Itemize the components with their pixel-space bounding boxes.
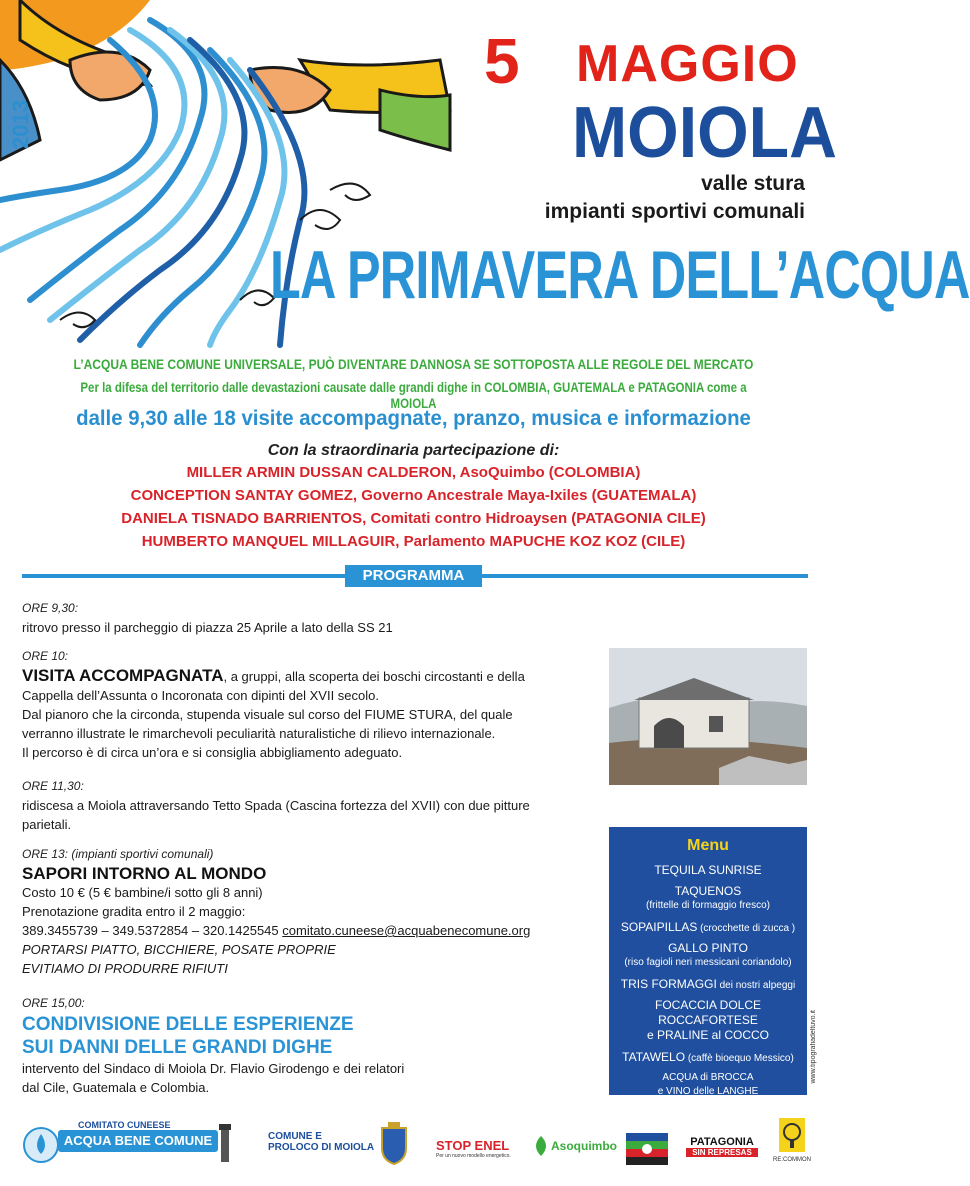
menu-item: TRIS FORMAGGI <box>620 977 717 991</box>
patagonia-label: PATAGONIA <box>690 1136 754 1148</box>
schedule-text: Cappella dell’Assunta o Incoronata con dipinti del XVII secolo. <box>22 688 379 703</box>
comitato-name: ACQUA BENE COMUNE <box>58 1130 218 1152</box>
year-label: 2013 <box>8 100 33 150</box>
menu-item: ACQUA di BROCCA <box>662 1072 754 1083</box>
event-month: MAGGIO <box>576 35 799 93</box>
comitato-label: COMITATO CUNEESE <box>78 1120 171 1130</box>
schedule-heading: CONDIVISIONE DELLE ESPERIENZE <box>22 1014 354 1035</box>
schedule-1000 <box>22 647 592 762</box>
schedule-text: Costo 10 € (5 € bambine/i sotto gli 8 anni) <box>22 885 263 900</box>
menu-item: e VINO delle LANGHE <box>657 1086 759 1097</box>
schedule-time: ORE 15,00: <box>22 996 85 1010</box>
guest-1: MILLER ARMIN DUSSAN CALDERON, AsoQuimbo (COLOMBIA) <box>186 464 641 481</box>
event-title: LA PRIMAVERA DELL’ACQUA <box>270 237 970 313</box>
schedule-text: verranno illustrate le rimarchevoli peculiarità naturalistiche di rilievo internazionale. <box>22 726 496 741</box>
event-venue: impianti sportivi comunali <box>544 200 805 223</box>
menu-item: FOCACCIA DOLCE ROCCAFORTESE <box>654 998 762 1027</box>
schedule-time: ORE 13: (impianti sportivi comunali) <box>22 847 214 861</box>
schedule-text: dal Cile, Guatemala e Colombia. <box>22 1080 210 1095</box>
guest-4: HUMBERTO MANQUEL MILLAGUIR, Parlamento MAPUCHE KOZ KOZ (CILE) <box>141 533 686 550</box>
coat-of-arms-icon <box>379 1122 409 1166</box>
menu-item: GALLO PINTO <box>668 941 748 955</box>
menu-title: Menu <box>687 837 729 854</box>
event-valley: valle stura <box>701 172 805 195</box>
comune-line-1: COMUNE E <box>268 1131 322 1142</box>
intro-line-1: L’ACQUA BENE COMUNE UNIVERSALE, PUÒ DIVENTARE DANNOSA SE SOTTOPOSTA ALLE REGOLE DEL MERCATO <box>73 356 754 372</box>
menu-item: TEQUILA SUNRISE <box>654 863 762 877</box>
schedule-text: PORTARSI PIATTO, BICCHIERE, POSATE PROPRIE <box>22 942 336 957</box>
logo-patagonia <box>686 1136 758 1157</box>
menu-item: TAQUENOS <box>674 884 742 898</box>
schedule-text: parietali. <box>22 817 72 832</box>
logo-acqua-bene-comune <box>22 1118 232 1168</box>
schedule-1130 <box>22 777 592 834</box>
schedule-1300 <box>22 845 592 978</box>
chapel-photo <box>609 648 807 785</box>
programma-label: PROGRAMMA <box>345 565 482 587</box>
recommon-icon <box>779 1118 805 1152</box>
stopenel-sub: Per un nuovo modello energetico. <box>436 1153 511 1159</box>
menu-item: e PRALINE al COCCO <box>646 1028 770 1042</box>
stopenel-label: STOP ENEL <box>436 1138 510 1153</box>
event-day: 5 <box>484 25 520 97</box>
patagonia-sub: SIN REPRESAS <box>686 1148 758 1157</box>
guest-3: DANIELA TISNADO BARRIENTOS, Comitati contro Hidroaysen (PATAGONIA CILE) <box>121 510 706 527</box>
drop-icon <box>22 1126 60 1164</box>
intro-line-4: Con la straordinaria partecipazione di: <box>267 442 560 459</box>
printer-credit: www.tipografiadeltuvo.it <box>810 1010 817 1084</box>
schedule-text: ritrovo presso il parcheggio di piazza 25 Aprile a lato della SS 21 <box>22 620 393 635</box>
phone-numbers: 389.3455739 – 349.5372854 – 320.1425545 <box>22 923 283 938</box>
schedule-heading: SAPORI INTORNO AL MONDO <box>22 864 267 883</box>
menu-item-note: (frittelle di formaggio fresco) <box>646 900 770 911</box>
tower-icon <box>218 1122 232 1162</box>
comune-line-2: PROLOCO DI MOIOLA <box>268 1142 375 1153</box>
menu-item: SOPAIPILLAS <box>620 920 698 934</box>
schedule-text: Dal pianoro che la circonda, stupenda visuale sul corso del FIUME STURA, del quale <box>22 707 513 722</box>
schedule-time: ORE 11,30: <box>22 779 84 793</box>
schedule-time: ORE 10: <box>22 649 69 663</box>
event-town: MOIOLA <box>572 93 837 173</box>
logo-comune-moiola <box>268 1131 378 1153</box>
logo-asoquimbo <box>531 1134 617 1158</box>
menu-item: TATAWELO <box>622 1050 686 1064</box>
schedule-1500 <box>22 994 592 1097</box>
schedule-text: Il percorso è di circa un’ora e si consiglia abbigliamento adeguato. <box>22 745 403 760</box>
recommon-label: RE:COMMON <box>773 1157 811 1163</box>
schedule-text: intervento del Sindaco di Moiola Dr. Flavio Girodengo e dei relatori <box>22 1061 405 1076</box>
schedule-heading: VISITA ACCOMPAGNATA <box>22 666 224 685</box>
schedule-0930 <box>22 599 592 637</box>
schedule-text: Prenotazione gradita entro il 2 maggio: <box>22 904 246 919</box>
menu-item-note: (riso fagioli neri messicani coriandolo) <box>624 957 792 968</box>
mapuche-flag-icon <box>626 1133 668 1165</box>
schedule-text: ridiscesa a Moiola attraversando Tetto Spada (Cascina fortezza del XVII) con due pitture <box>22 798 530 813</box>
menu-box <box>609 827 807 1095</box>
schedule-time: ORE 9,30: <box>22 601 79 615</box>
asoquimbo-label: Asoquimbo <box>551 1139 617 1153</box>
logo-stop-enel <box>436 1138 511 1159</box>
schedule-heading: SUI DANNI DELLE GRANDI DIGHE <box>22 1037 333 1058</box>
logo-recommon <box>772 1118 812 1163</box>
guest-2: CONCEPTION SANTAY GOMEZ, Governo Ancestrale Maya-Ixiles (GUATEMALA) <box>130 487 697 504</box>
menu-item-note: dei nostri alpeggi <box>716 980 796 991</box>
intro-line-2: Per la difesa del territorio dalle devastazioni causate dalle grandi dighe in COLOMBIA, GUATEMALA e PATAGONIA come a MOIOLA <box>80 379 747 411</box>
intro-line-3: dalle 9,30 alle 18 visite accompagnate, pranzo, musica e informazione <box>76 407 751 430</box>
menu-item-note: (crocchette di zucca ) <box>697 923 796 934</box>
menu-item-note: (caffè bioequo Messico) <box>685 1053 794 1064</box>
schedule-text: EVITIAMO DI PRODURRE RIFIUTI <box>22 961 228 976</box>
schedule-text: , a gruppi, alla scoperta dei boschi circostanti e della <box>223 669 525 684</box>
leaf-icon <box>531 1134 551 1158</box>
email-link[interactable]: comitato.cuneese@acquabenecomune.org <box>282 923 531 938</box>
